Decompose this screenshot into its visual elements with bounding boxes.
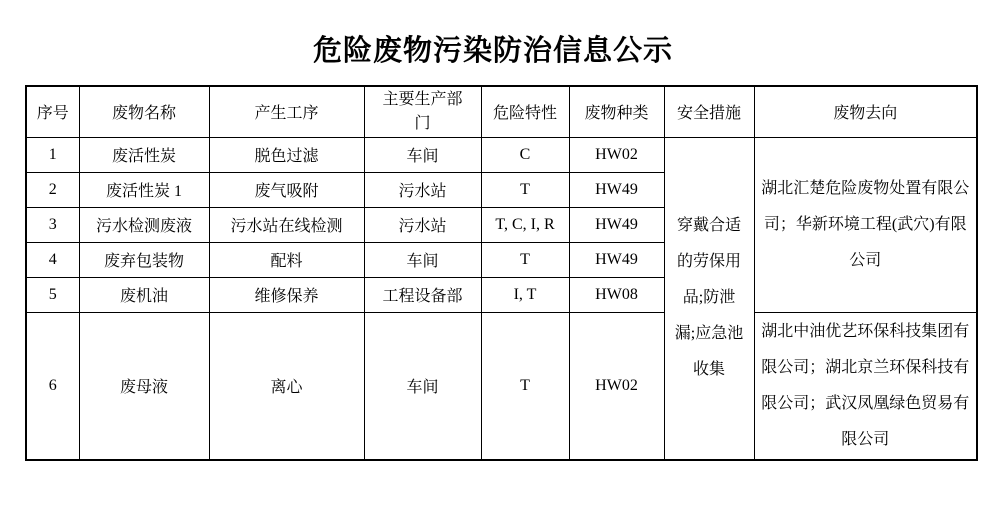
waste-name-cell: 废活性炭 1 xyxy=(79,172,209,207)
header-safety: 安全措施 xyxy=(664,86,754,138)
table-row-6 xyxy=(26,312,977,460)
category-cell: HW49 xyxy=(569,172,664,207)
serial-cell: 4 xyxy=(26,242,79,277)
safety-measures-cell xyxy=(664,137,754,460)
category-cell: HW49 xyxy=(569,242,664,277)
serial-cell: 6 xyxy=(26,312,79,460)
header-category: 废物种类 xyxy=(569,86,664,138)
category-cell: HW49 xyxy=(569,207,664,242)
table-row-1 xyxy=(26,137,977,172)
waste-name-cell: 废弃包装物 xyxy=(79,242,209,277)
hazard-cell: I, T xyxy=(481,277,569,312)
department-cell: 车间 xyxy=(364,312,481,460)
destination-cell-row-6: 湖北中油优艺环保科技集团有限公司；湖北京兰环保科技有限公司；武汉凤凰绿色贸易有限公司 xyxy=(754,312,977,460)
header-serial: 序号 xyxy=(26,86,79,138)
destination-cell-rows-1-5: 湖北汇楚危险废物处置有限公司；华新环境工程(武穴)有限公司 xyxy=(754,137,977,312)
serial-cell: 1 xyxy=(26,137,79,172)
waste-name-cell: 废活性炭 xyxy=(79,137,209,172)
header-waste-name: 废物名称 xyxy=(79,86,209,138)
waste-name-cell: 废母液 xyxy=(79,312,209,460)
serial-cell: 3 xyxy=(26,207,79,242)
safety-measures-text: 穿戴合适的劳保用品;防泄漏;应急池收集 xyxy=(674,217,744,379)
category-cell: HW02 xyxy=(569,312,664,460)
department-cell: 车间 xyxy=(364,137,481,172)
department-cell: 工程设备部 xyxy=(364,277,481,312)
department-cell: 车间 xyxy=(364,242,481,277)
process-cell: 污水站在线检测 xyxy=(209,207,364,242)
process-cell: 脱色过滤 xyxy=(209,137,364,172)
hazard-cell: T xyxy=(481,312,569,460)
department-cell: 污水站 xyxy=(364,172,481,207)
header-hazard: 危险特性 xyxy=(481,86,569,138)
serial-cell: 5 xyxy=(26,277,79,312)
page-title: 危险废物污染防治信息公示 xyxy=(312,35,673,67)
header-department xyxy=(364,86,481,138)
header-destination: 废物去向 xyxy=(754,86,977,138)
header-row xyxy=(26,86,977,138)
hazard-cell: C xyxy=(481,137,569,172)
header-department-label: 主要生产部门 xyxy=(382,90,463,132)
process-cell: 离心 xyxy=(209,312,364,460)
header-process: 产生工序 xyxy=(209,86,364,138)
hazard-cell: T, C, I, R xyxy=(481,207,569,242)
waste-name-cell: 废机油 xyxy=(79,277,209,312)
hazard-cell: T xyxy=(481,242,569,277)
process-cell: 维修保养 xyxy=(209,277,364,312)
hazardous-waste-table xyxy=(25,85,978,461)
serial-cell: 2 xyxy=(26,172,79,207)
category-cell: HW02 xyxy=(569,137,664,172)
category-cell: HW08 xyxy=(569,277,664,312)
hazard-cell: T xyxy=(481,172,569,207)
waste-name-cell: 污水检测废液 xyxy=(79,207,209,242)
department-cell: 污水站 xyxy=(364,207,481,242)
process-cell: 废气吸附 xyxy=(209,172,364,207)
process-cell: 配料 xyxy=(209,242,364,277)
